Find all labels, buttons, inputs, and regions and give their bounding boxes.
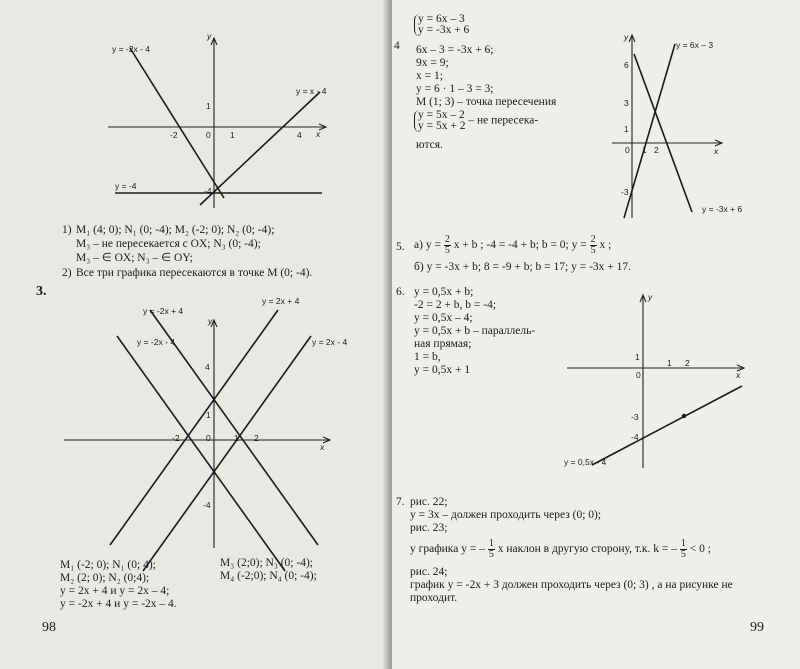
text1-line1-num: 1) — [62, 224, 72, 236]
problem7-l4-mid: x наклон в другую сторону, т.к. k = – — [497, 543, 677, 555]
fraction-numerator: 2 — [590, 233, 596, 245]
problem5-a-mid: x + b ; -4 = -4 + b; b = 0; y = — [453, 239, 587, 251]
graph1-tick-y-one: 1 — [206, 101, 211, 111]
text1-line4-num: 2) — [62, 267, 72, 279]
system1-eq1: y = 6x – 3 — [418, 13, 465, 25]
graph1-tick-y-neg4: -4 — [204, 186, 212, 196]
graph3-tick-y6: 6 — [624, 60, 629, 70]
fraction-denominator: 5 — [680, 548, 686, 560]
fraction-denominator: 5 — [444, 244, 450, 256]
graph2-line-neg2x-4 — [117, 336, 285, 571]
problem4-step1: 6x – 3 = -3x + 6; — [416, 44, 494, 56]
graph4-tick-yneg3: -3 — [631, 412, 639, 422]
problem7-fraction1 — [488, 539, 495, 560]
graph2-label-2x+4: y = 2x + 4 — [262, 296, 300, 306]
graph2-tick-y4: 4 — [205, 362, 210, 372]
problem7-l4 — [410, 536, 711, 562]
problem7-l5: рис. 24; — [410, 566, 448, 578]
page-number-left: 98 — [42, 620, 56, 635]
problem7-number: 7. — [396, 496, 405, 508]
text2-l2b: M₄ (-2;0); N₄ (0; -4); — [220, 570, 317, 582]
graph2-tick-x2: 2 — [254, 433, 259, 443]
system2-eq1: y = 5x – 2 — [418, 109, 465, 121]
text2-l4: y = -2x + 4 и y = -2x – 4. — [60, 598, 177, 610]
graph3-tick-y3: 3 — [624, 98, 629, 108]
graph3-tick-x2: 2 — [654, 145, 659, 155]
problem7-l6: график y = -2x + 3 должен проходить через (0; 3) , а на рисунке не — [410, 579, 733, 591]
text1-line4: Все три графика пересекаются в точке M (0; -4). — [76, 267, 313, 279]
graph3-x-axis-label: x — [714, 146, 719, 156]
graph2-tick-xneg2: -2 — [172, 433, 180, 443]
problem5-a-end: x ; — [599, 239, 612, 251]
problem4-step5: M (1; 3) – точка пересечения — [416, 96, 557, 108]
problem5-number: 5. — [396, 241, 405, 253]
graph3-y-axis-label: y — [624, 32, 629, 42]
text1-line3: M₃ – ∈ OX; N₃ – ∈ OY; — [76, 252, 193, 264]
graph3-tick-yneg3: -3 — [621, 187, 629, 197]
problem6-l4: y = 0,5x + b – параллель- — [414, 325, 536, 337]
graph4-tick-y1: 1 — [635, 352, 640, 362]
system1-eq2: y = -3x + 6 — [418, 24, 470, 36]
left-page — [0, 0, 385, 669]
graph3-tick-x1: 1 — [642, 145, 647, 155]
graph2-tick-y1: 1 — [206, 410, 211, 420]
section-3-number: 3. — [36, 284, 47, 299]
graph3-tick-y1: 1 — [624, 124, 629, 134]
problem4-step4: y = 6 · 1 – 3 = 3; — [416, 83, 494, 95]
graph4-label-0.5x-4: y = 0,5x - 4 — [564, 457, 607, 467]
problem7-l3: рис. 23; — [410, 522, 448, 534]
problem6-l2: -2 = 2 + b, b = -4; — [414, 299, 497, 311]
problem6-number: 6. — [396, 286, 405, 298]
graph1-tick-neg2: -2 — [170, 130, 178, 140]
right-page — [392, 0, 800, 669]
problem6-l7: y = 0,5x + 1 — [414, 364, 471, 376]
problem7-l7: проходит. — [410, 592, 458, 604]
graph1-tick-four: 4 — [297, 130, 302, 140]
page-number-right: 99 — [750, 620, 764, 635]
graph1-y-axis-label: y — [207, 31, 212, 41]
graph4-point — [682, 414, 686, 418]
system2-note: – не пересека- — [468, 114, 539, 127]
problem6-l6: 1 = b, — [414, 351, 441, 363]
graph3-label-neg3x+6: y = -3x + 6 — [702, 204, 743, 214]
graph2-line-neg2x+4 — [150, 310, 318, 545]
graph4-x-axis-label: x — [736, 370, 741, 380]
fraction-denominator: 5 — [590, 244, 596, 256]
problem4-step2: 9x = 9; — [416, 57, 449, 69]
fraction-denominator: 5 — [488, 548, 494, 560]
graph4-tick-x2: 2 — [685, 358, 690, 368]
problem5-a-label: а) — [414, 239, 423, 251]
graph-4 — [392, 0, 800, 500]
graph1-label-neg2x-4: y = -2x - 4 — [112, 44, 151, 54]
graph1-label-y-neg4: y = -4 — [115, 181, 137, 191]
graph3-label-6x-3: y = 6x – 3 — [676, 40, 714, 50]
graph3-tick-x0: 0 — [625, 145, 630, 155]
problem4-step3: x = 1; — [416, 70, 443, 82]
problem7-l4-pre: у графика y = – — [410, 543, 485, 555]
graph1-tick-one: 1 — [230, 130, 235, 140]
graph2-x-axis-label: x — [320, 442, 325, 452]
text1-line1: M₁ (4; 0); N₁ (0; -4); M₂ (-2; 0); N₂ (0; -4); — [76, 224, 275, 236]
graph4-tick-yneg4: -4 — [631, 432, 639, 442]
graph2-tick-yneg4: -4 — [203, 500, 211, 510]
text2-l1a: M₁ (-2; 0); N₁ (0; 4); — [60, 559, 156, 571]
graph4-tick-x0: 0 — [636, 370, 641, 380]
text1-line2: M₃ – не пересекается с OX; N₃ (0; -4); — [76, 238, 261, 250]
graph2-label-neg2x+4: y = -2x + 4 — [143, 306, 184, 316]
graph1-tick-zero: 0 — [206, 130, 211, 140]
graph2-line-2x-4 — [143, 336, 311, 571]
problem7-l2: y = 3x – должен проходить через (0; 0); — [410, 509, 602, 521]
problem6-l1: y = 0,5x + b; — [414, 286, 474, 298]
problem7-l1: рис. 22; — [410, 496, 448, 508]
problem7-fraction2 — [680, 539, 687, 560]
problem6-l5: ная прямая; — [414, 338, 472, 350]
graph1-label-x-4: y = x - 4 — [296, 86, 327, 96]
problem4-number: 4 — [394, 40, 400, 52]
graph2-line-2x+4 — [110, 310, 278, 545]
graph2-tick-x0: 0 — [206, 433, 211, 443]
graph4-tick-x1: 1 — [667, 358, 672, 368]
problem5-a-pre: y = — [425, 239, 441, 251]
graph4-line-0.5x-4 — [592, 386, 742, 465]
graph2-label-neg2x-4: y = -2x - 4 — [137, 337, 176, 347]
problem5-b-text: y = -3x + b; 8 = -9 + b; b = 17; y = -3x + 17. — [426, 261, 632, 273]
fraction-numerator: 2 — [444, 233, 450, 245]
system2-eq2: y = 5x + 2 — [418, 120, 466, 132]
text2-l3: y = 2x + 4 и y = 2x – 4; — [60, 585, 170, 597]
fraction-numerator: 1 — [488, 537, 494, 549]
problem4-cont: ются. — [416, 139, 443, 151]
problem5-b-label: б) — [414, 261, 424, 273]
graph4-y-axis-label: y — [648, 292, 653, 302]
graph2-tick-x1: 1 — [234, 433, 239, 443]
text2-l2a: M₂ (2; 0); N₂ (0;4); — [60, 572, 150, 584]
graph-2 — [0, 0, 385, 560]
graph1-x-axis-label: x — [316, 129, 321, 139]
graph2-y-axis-label: y — [208, 316, 213, 326]
graph2-label-2x-4: y = 2x - 4 — [312, 337, 348, 347]
problem7-l4-end: < 0 ; — [689, 543, 711, 555]
problem6-l3: y = 0,5x – 4; — [414, 312, 473, 324]
text2-l1b: M₃ (2;0); N₃ (0; -4); — [220, 557, 313, 569]
fraction-numerator: 1 — [680, 537, 686, 549]
